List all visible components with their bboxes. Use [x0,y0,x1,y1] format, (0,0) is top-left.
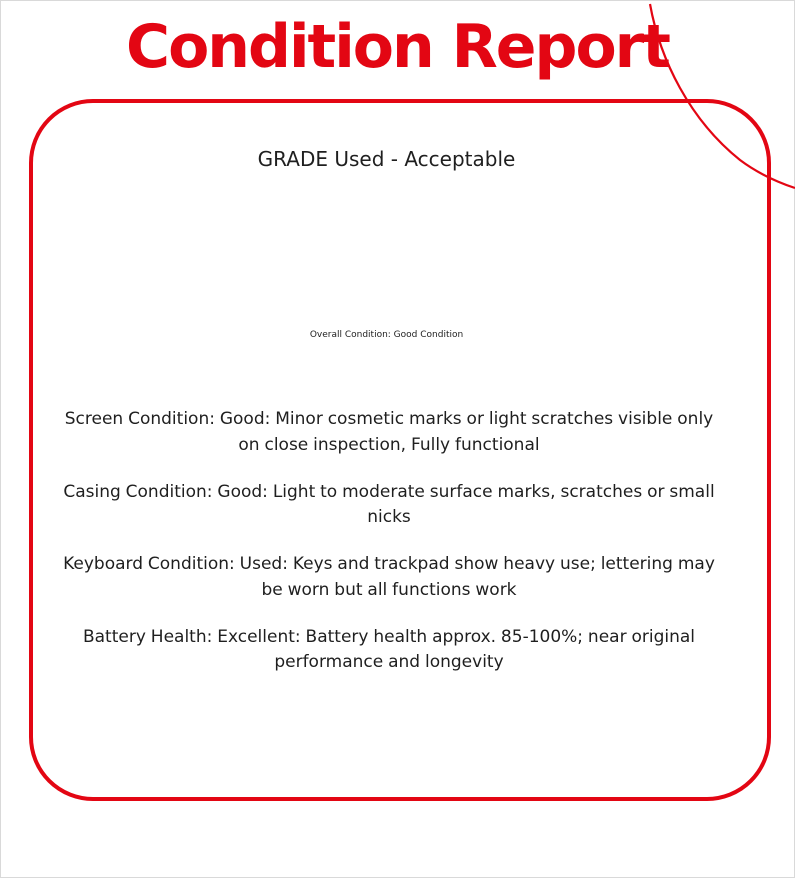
report-title: Condition Report [126,12,669,82]
keyboard-condition: Keyboard Condition: Used: Keys and trackpad show heavy use; lettering may be worn but all functions work [63,554,715,600]
battery-health: Battery Health: Excellent: Battery health approx. 85-100%; near original performance and longevity [82,626,696,672]
condition-details [62,407,716,697]
overall-condition: Overall Condition: Good Condition [309,330,464,340]
grade-label: GRADE Used - Acceptable [257,147,516,171]
casing-condition: Casing Condition: Good: Light to moderate surface marks, scratches or small nicks [63,481,715,527]
screen-condition: Screen Condition: Good: Minor cosmetic marks or light scratches visible only on close inspection, Fully functional [64,409,714,455]
